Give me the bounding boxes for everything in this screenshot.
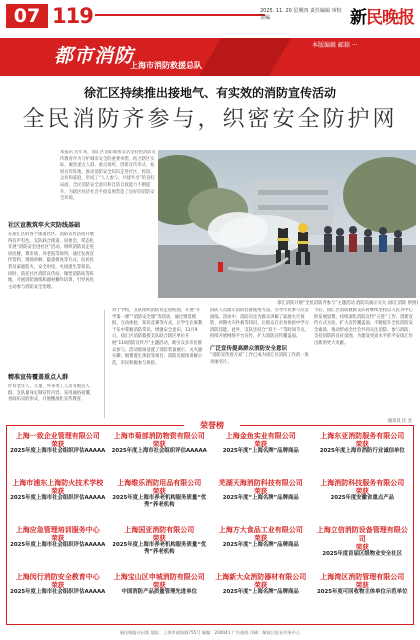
honor-received-label: 荣获 — [51, 487, 65, 495]
honor-received-label: 荣获 — [355, 487, 369, 495]
honor-item — [315, 432, 411, 475]
honor-item — [10, 573, 106, 616]
honor-received-label: 荣获 — [355, 440, 369, 448]
honor-award: 2025年度首届区级物业安全社区 — [322, 551, 403, 557]
article-intro: 本报讯 近年来，徐汇区消防救援支队坚持把消防宣传教育作为守护城市安全的重要举措，结合辖区实际，聚焦重点人群、重点场所，创新宣传形式、拓展宣传阵地，推动消防安全知识走进社区、校园、企业和家庭，形成了“人人参与、共建共享”的良好局面，全民消防安全意识和自防自救能力不断提升，为辖区经济社会平稳发展营造了良好的消防安全环境。 — [60, 150, 156, 202]
page-topic-number: 119 — [52, 4, 93, 28]
honor-item — [10, 432, 106, 475]
honor-award: 2025年度上海市社会组织评估AAAAA — [10, 495, 106, 501]
honor-item — [112, 432, 208, 475]
honor-org-name: 上海国亚消防有限公司 — [124, 526, 195, 534]
honor-received-label: 荣获 — [254, 581, 268, 589]
honor-item — [213, 432, 309, 475]
article-column-3 — [210, 308, 310, 419]
article-column-1b: 针对老年人、儿童、外来务工人员等重点人群，支队量身定制宣传内容，采用通俗易懂、喜闻乐见的形式，开展精准化宣传教育。 — [8, 384, 94, 403]
section-editor: 本版编辑 邮箱 ··· — [312, 42, 358, 49]
page-footer: 新民晚报社出版 地址：上海市威海路755号 邮编：200041 广告热线 印刷：解放日报社印务中心 — [119, 630, 301, 635]
article-kicker: 徐汇区持续推出接地气、有实效的消防宣传活动 — [83, 86, 336, 100]
honor-award: 2025年度上海市消防行业诚信单位 — [319, 448, 405, 454]
article-column-4: 今后，徐汇区消防救援支队将继续坚持以人民为中心的发展思想，持续深化消防宣传“五进”工作，创新宣传方式方法，扩大宣传覆盖面，不断提升全民消防安全素质，推动形成全社会共同关注消防、参与消防、支持消防的良好氛围，为建设更高水平的平安徐汇作出新的更大贡献。 — [314, 308, 413, 346]
honor-received-label: 荣获 — [152, 534, 166, 542]
section-title: 都市消防 — [54, 45, 135, 67]
honor-org-name: 上海一致企业管理有限公司 — [15, 432, 100, 440]
honor-item — [315, 526, 411, 569]
newspaper-logo — [350, 3, 414, 28]
subheading-1: 社区宣教筑牢火灾防线基础 — [8, 222, 81, 229]
article-column-3-text: 消防人员演示消防装备使用方法，引导市民参与应急演练。活动中，消防员还为群众讲解了家庭火灾预防、初期火灾扑救等知识，让群众在亲身体验中学习消防技能。此外，支队还结合“双十一”等时间节点，持续开展网络平台宣传，扩大消防宣传覆盖面。 — [210, 308, 309, 340]
honor-award: 2025年度上海市社会组织评估AAAAA — [10, 448, 106, 454]
banner-decoration — [199, 38, 291, 76]
honor-award: 2025年度上海市养老机构服务质量“优秀”养老机构 — [112, 495, 207, 508]
honor-award: 2025年度上海市社会组织评估AAAAA — [111, 448, 207, 454]
honor-received-label: 荣获 — [355, 581, 369, 589]
honor-received-label: 荣获 — [152, 581, 166, 589]
honor-item — [213, 573, 309, 616]
honor-item — [315, 573, 411, 616]
honor-item — [112, 479, 208, 522]
section-subtitle: 上海市消防救援总队 — [130, 61, 202, 70]
logo-part2: 民晚报 — [366, 8, 414, 28]
page-header — [0, 0, 420, 38]
article-headline: 全民消防齐参与，织密安全防护网 — [22, 107, 398, 132]
article-column-3b-text: “消防宣传进万家”工作已成为徐汇区消防工作的一张亮丽名片。 — [210, 352, 309, 365]
column-divider — [104, 310, 105, 418]
honor-award: 中国消防产品质量管理先进单位 — [121, 589, 197, 595]
honor-org-name: 上海新大众消防器材有限公司 — [215, 573, 307, 581]
photo-caption: 徐汇消防开展“全民消防齐参与”主题活动 消防员演示灭火 (徐汇消防 供图) — [277, 301, 418, 306]
honor-org-name: 上海东亚消防服务有限公司 — [320, 432, 405, 440]
article-photo — [158, 150, 416, 298]
honor-org-name: 上海市菊部消防物资有限公司 — [113, 432, 205, 440]
honor-org-name: 上海应急管理培训服务中心 — [15, 526, 100, 534]
honor-received-label: 荣获 — [51, 534, 65, 542]
article-byline: 通讯员 汪 杰 — [387, 419, 412, 424]
honor-item — [315, 479, 411, 522]
honor-received-label: 荣获 — [51, 440, 65, 448]
honor-item — [213, 479, 309, 522]
honor-item — [112, 573, 208, 616]
section-banner — [0, 38, 420, 76]
honor-org-name: 芜湖天海消防科技有限公司 — [218, 479, 303, 487]
article-column-1: 在徐汇区的各个街道社区，消防宣传活动开展得有声有色。支队联合街道、居委会，常态化开展“消防安全进社区”活动，组织消防员走进居民楼、菜市场、养老院等场所，通过发放宣传资料、现场讲解、隐患排查等方式，向居民普及家庭防火、安全用电、火场逃生等知识。同时，依托社区消防宣传站、微型消防站等阵地，开展消防演练和器材操作培训，引导居民主动参与消防安全治理。 — [8, 232, 95, 290]
honor-received-label: 荣获 — [254, 534, 268, 542]
logo-part1: 新 — [350, 8, 366, 28]
honor-award: 2025年度“上海名牌”品牌商品 — [222, 589, 299, 595]
honor-item — [10, 526, 106, 569]
subheading-2: 精准宣传覆盖重点人群 — [8, 374, 69, 381]
article-column-2: 对于学校，支队组织消防员走进校园，开展“开学第一课”“消防安全课”等活动，通过情景模拟、互动体验、知识竞赛等方式，让学生在寓教于乐中掌握消防常识，增强安全意识。11月9日，徐汇区消防救援支队联合辖区单位开展“119消防宣传月”主题活动，吸引众多市民群众参与。活动现场设置了消防装备展示、灭火器实操、烟雾逃生体验等项目，消防员现场讲解示范，市民积极参与体验。 — [112, 308, 203, 366]
date-line: 2025. 11. 20 星期四 责任编辑 审校 美编 — [260, 8, 342, 21]
honor-received-label: 荣获 — [355, 543, 369, 551]
honor-received-label: 荣获 — [51, 581, 65, 589]
honor-item — [10, 479, 106, 522]
firefighter-training-photo — [158, 150, 416, 298]
honor-award: 2025年度“上海名牌”品牌商品 — [222, 448, 299, 454]
honor-org-name: 上海湾区消防管理有限公司 — [320, 573, 405, 581]
honor-award: 2025年度上海市社会组织评估AAAAA — [10, 589, 106, 595]
honor-org-name: 上海宝山区申城消防有限公司 — [113, 573, 205, 581]
honor-board-title: 荣誉榜 — [184, 420, 240, 432]
honor-received-label: 荣获 — [152, 487, 166, 495]
honor-org-name: 上海市浦东上海防火技术学校 — [12, 479, 104, 487]
honor-award: 2025年度“上海名牌”品牌商品 — [222, 542, 299, 548]
honor-org-name: 上海金鱼实业有限公司 — [225, 432, 296, 440]
honor-award: 2025年度“上海名牌”品牌商品 — [222, 495, 299, 501]
honor-received-label: 荣获 — [254, 487, 268, 495]
honor-item — [112, 526, 208, 569]
honor-award: 2025年度上海市养老机构服务质量“优秀”养老机构 — [112, 542, 207, 555]
page-section-number: 07 — [6, 4, 48, 28]
subheading-3: 广泛宣传提高群众消防安全意识 — [210, 345, 288, 352]
header-rule — [95, 14, 265, 16]
honor-org-name: 上海维乐消防用品有限公司 — [117, 479, 202, 487]
honor-org-name: 上海方大食品工业有限公司 — [218, 526, 303, 534]
honor-award: 2025年度可回收物主体单位示范单位 — [317, 589, 408, 595]
honor-item — [213, 526, 309, 569]
honor-grid — [10, 432, 410, 616]
honor-award: 2025年度上海市社会组织评估AAAAA — [10, 542, 106, 548]
honor-received-label: 荣获 — [254, 440, 268, 448]
honor-received-label: 荣获 — [152, 440, 166, 448]
honor-org-name: 上海消防科技服务有限公司 — [320, 479, 405, 487]
honor-org-name: 上海立信消防设备管理有限公司 — [316, 526, 408, 543]
honor-org-name: 上海闵行消防安全教育中心 — [15, 573, 100, 581]
honor-award: 2025年度安徽省重点产品 — [330, 495, 395, 501]
